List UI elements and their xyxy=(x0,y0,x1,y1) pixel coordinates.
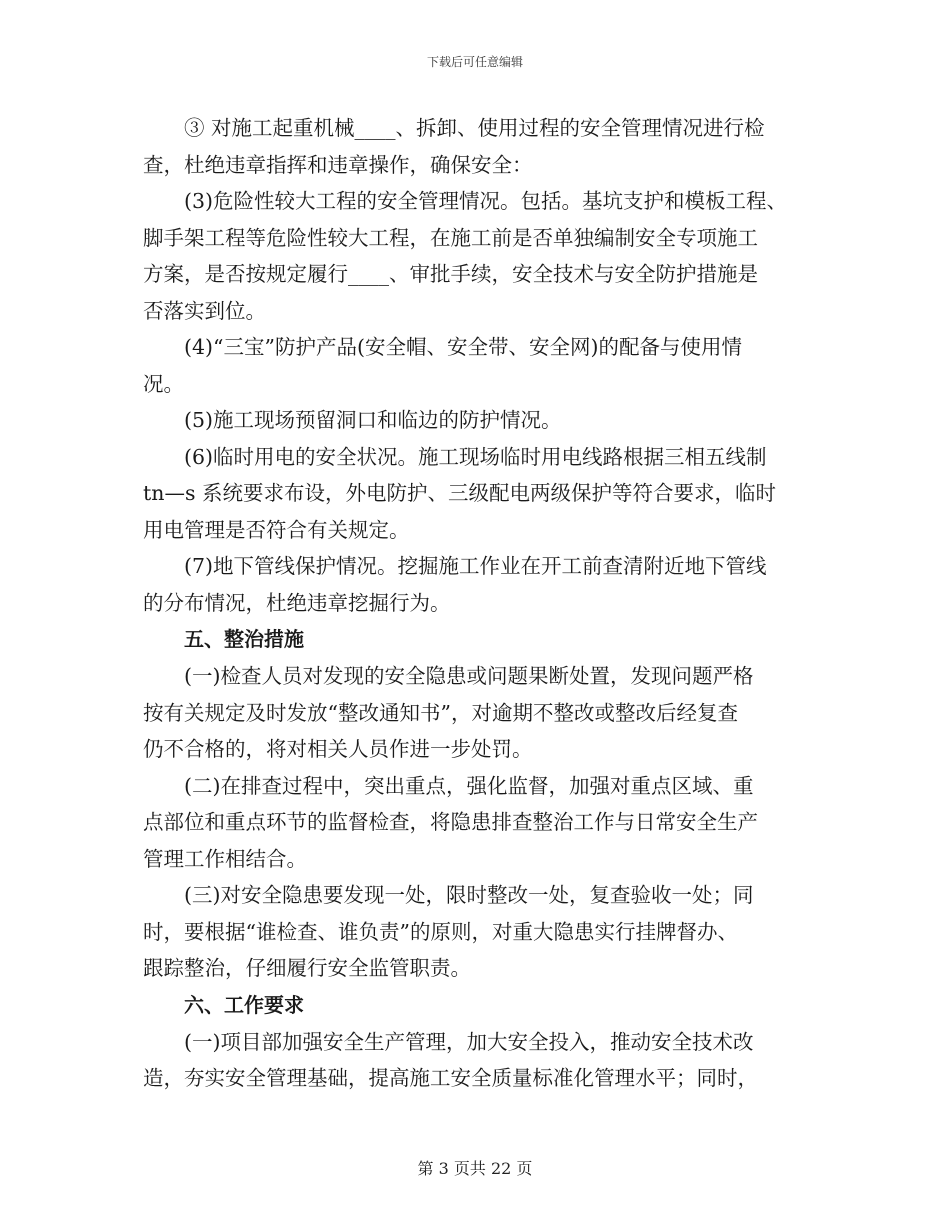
text-line: 时，要根据“谁检查、谁负责”的原则，对重大隐患实行挂牌督办、 xyxy=(143,919,738,944)
text-line: 管理工作相结合。 xyxy=(143,846,307,871)
paragraph xyxy=(143,183,831,329)
paragraph xyxy=(143,110,831,183)
paragraph xyxy=(143,1024,831,1097)
text-line: 方案，是否按规定履行____、审批手续，安全技术与安全防护措施是 xyxy=(143,262,758,286)
paragraph xyxy=(143,439,831,549)
text-line: 六、工作要求 xyxy=(184,992,304,1017)
text-line: (7)地下管线保护情况。挖掘施工作业在开工前查清附近地下管线 xyxy=(184,554,767,578)
text-line: (5)施工现场预留洞口和临边的防护情况。 xyxy=(184,408,562,432)
text-line: (一)项目部加强安全生产管理，加大安全投入，推动安全技术改 xyxy=(184,1029,754,1054)
text-line: 按有关规定及时发放“整改通知书”，对逾期不整改或整改后经复查 xyxy=(143,700,738,725)
paragraph xyxy=(143,877,831,987)
text-line: (4)“三宝”防护产品(安全帽、安全带、安全网)的配备与使用情 xyxy=(184,335,742,359)
text-line: 查，杜绝违章指挥和违章操作，确保安全： xyxy=(143,152,533,177)
text-line: (二)在排查过程中，突出重点，强化监督，加强对重点区域、重 xyxy=(184,773,754,798)
text-line: 仍不合格的，将对相关人员作进一步处罚。 xyxy=(143,737,533,761)
text-line: (三)对安全隐患要发现一处，限时整改一处，复查验收一处；同 xyxy=(184,883,754,907)
paragraph xyxy=(143,329,831,402)
paragraph xyxy=(143,658,831,768)
text-line: (3)危险性较大工程的安全管理情况。包括。基坑支护和模板工程、 xyxy=(184,189,788,213)
page-header: 下载后可任意编辑 xyxy=(426,55,523,69)
text-line: 点部位和重点环节的监督检查，将隐患排查整治工作与日常安全生产 xyxy=(143,810,758,834)
text-line: 脚手架工程等危险性较大工程，在施工前是否单独编制安全专项施工 xyxy=(143,225,758,250)
paragraph xyxy=(143,768,831,878)
text-line: 用电管理是否符合有关规定。 xyxy=(143,517,410,542)
section-heading xyxy=(143,621,831,658)
text-line: ③ 对施工起重机械____、拆卸、使用过程的安全管理情况进行检 xyxy=(184,116,765,140)
text-line: (6)临时用电的安全状况。施工现场临时用电线路根据三相五线制 xyxy=(184,444,767,469)
text-line: (一)检查人员对发现的安全隐患或问题果断处置，发现问题严格 xyxy=(184,664,754,688)
text-line: 否落实到位。 xyxy=(143,298,266,323)
page-footer: 第 3 页共 22 页 xyxy=(417,1159,533,1178)
text-line: 况。 xyxy=(143,371,184,396)
text-line: tn—s 系统要求布设，外电防护、三级配电两级保护等符合要求，临时 xyxy=(143,481,776,505)
section-heading xyxy=(143,987,831,1024)
text-line: 的分布情况，杜绝违章挖掘行为。 xyxy=(143,590,451,615)
text-line: 造，夯实安全管理基础，提高施工安全质量标准化管理水平；同时， xyxy=(143,1066,758,1090)
text-line: 五、整治措施 xyxy=(184,627,304,651)
document-body xyxy=(143,110,831,1097)
paragraph xyxy=(143,402,831,439)
paragraph xyxy=(143,548,831,621)
text-line: 跟踪整治，仔细履行安全监管职责。 xyxy=(143,956,471,980)
